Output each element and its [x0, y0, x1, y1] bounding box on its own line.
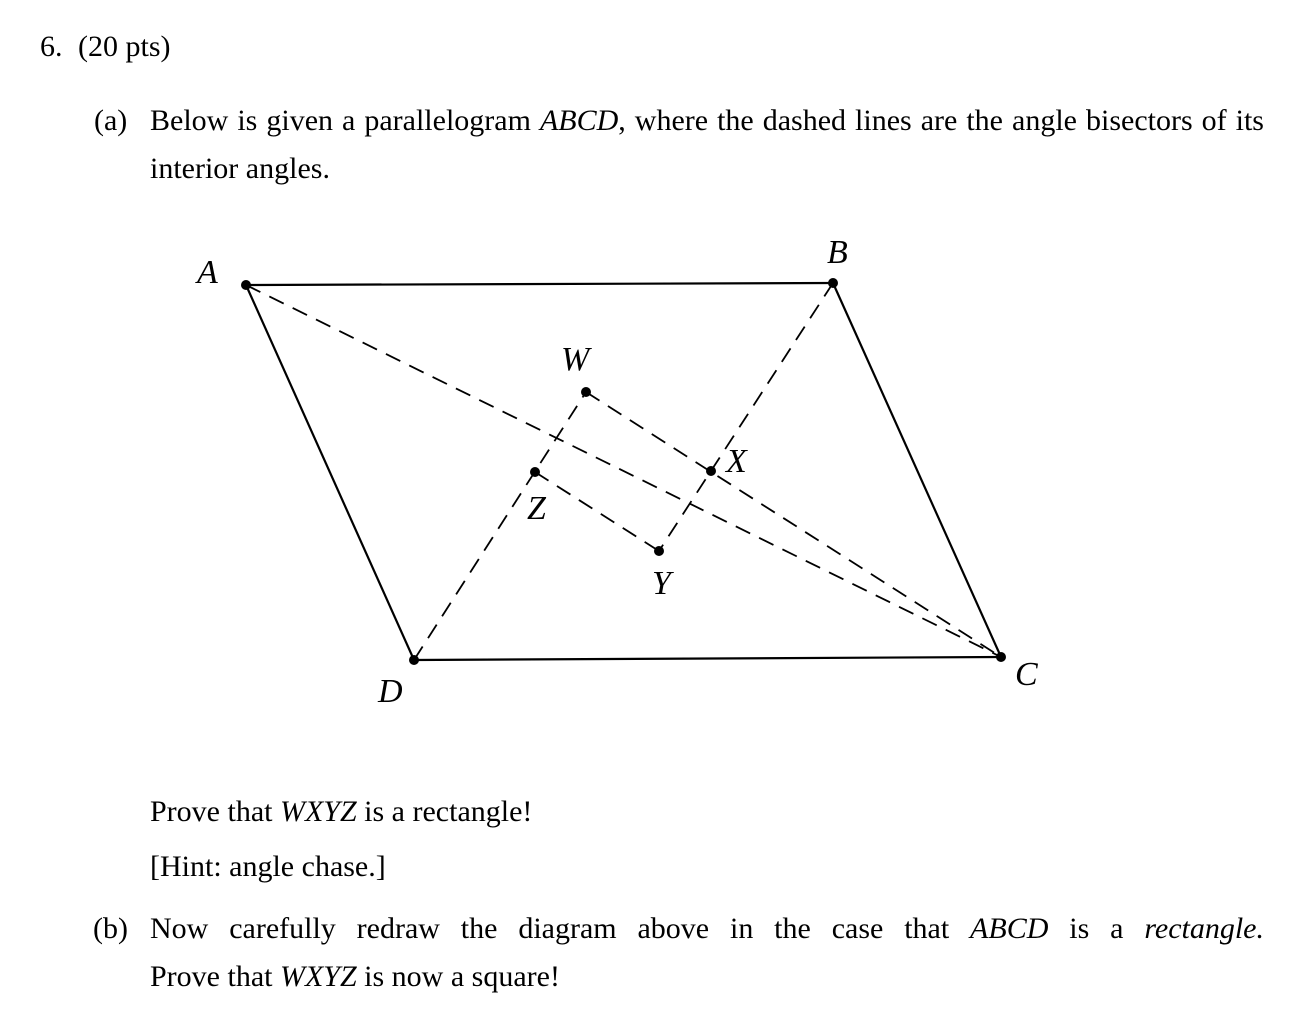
label-x: X: [726, 443, 747, 480]
dot-b: [828, 278, 838, 288]
edge-ab: [246, 283, 833, 285]
part-b-text-1: Now carefully redraw the diagram above in the case that: [150, 912, 971, 945]
part-b-prove-name: WXYZ: [279, 960, 357, 993]
edge-bc: [833, 283, 1001, 657]
part-b-text-2: is a: [1048, 912, 1145, 945]
part-a-intro-2: , where the dashed lines are the angle bisectors of its interior angles.: [150, 104, 1264, 185]
dot-c: [996, 652, 1006, 662]
part-b-text: [150, 914, 1264, 944]
dot-z: [530, 467, 540, 477]
problem-number-text: 6.: [40, 30, 63, 63]
angle-bisectors: [246, 283, 1001, 660]
label-w: W: [561, 341, 590, 378]
label-d: D: [378, 673, 403, 710]
dot-x: [706, 466, 716, 476]
bisector-d: [414, 392, 586, 660]
part-b-prove-1: Prove that: [150, 960, 280, 993]
part-a-prove-1: Prove that: [150, 795, 280, 828]
part-a-intro-name: ABCD: [539, 104, 619, 137]
bisector-c: [586, 392, 1001, 657]
part-b-prove: [150, 962, 560, 992]
label-b: B: [827, 234, 848, 271]
part-b-text-em: rectangle.: [1144, 912, 1264, 945]
dot-w: [581, 387, 591, 397]
bisector-zy: [535, 472, 659, 551]
part-a-hint: [Hint: angle chase.]: [150, 850, 386, 883]
dot-y: [654, 546, 664, 556]
part-a-prove: [150, 797, 532, 827]
edge-da: [246, 285, 414, 660]
part-a-intro-1: Below is given a parallelogram: [150, 104, 540, 137]
part-a-prove-name: WXYZ: [279, 795, 357, 828]
label-c: C: [1015, 656, 1038, 693]
part-a-prove-2: is a rectangle!: [356, 795, 533, 828]
dot-d: [409, 655, 419, 665]
dot-a: [241, 280, 251, 290]
edge-cd: [414, 657, 1001, 660]
label-z: Z: [527, 490, 546, 527]
bisector-b: [659, 283, 833, 551]
label-y: Y: [652, 565, 671, 602]
problem-points: (20 pts): [78, 30, 171, 63]
part-b-text-name: ABCD: [970, 912, 1049, 945]
bisector-a: [246, 285, 1001, 657]
part-b-prove-2: is now a square!: [356, 960, 560, 993]
label-a: A: [197, 254, 218, 291]
part-b-label: (b): [93, 912, 128, 945]
part-a-label: (a): [94, 104, 128, 137]
